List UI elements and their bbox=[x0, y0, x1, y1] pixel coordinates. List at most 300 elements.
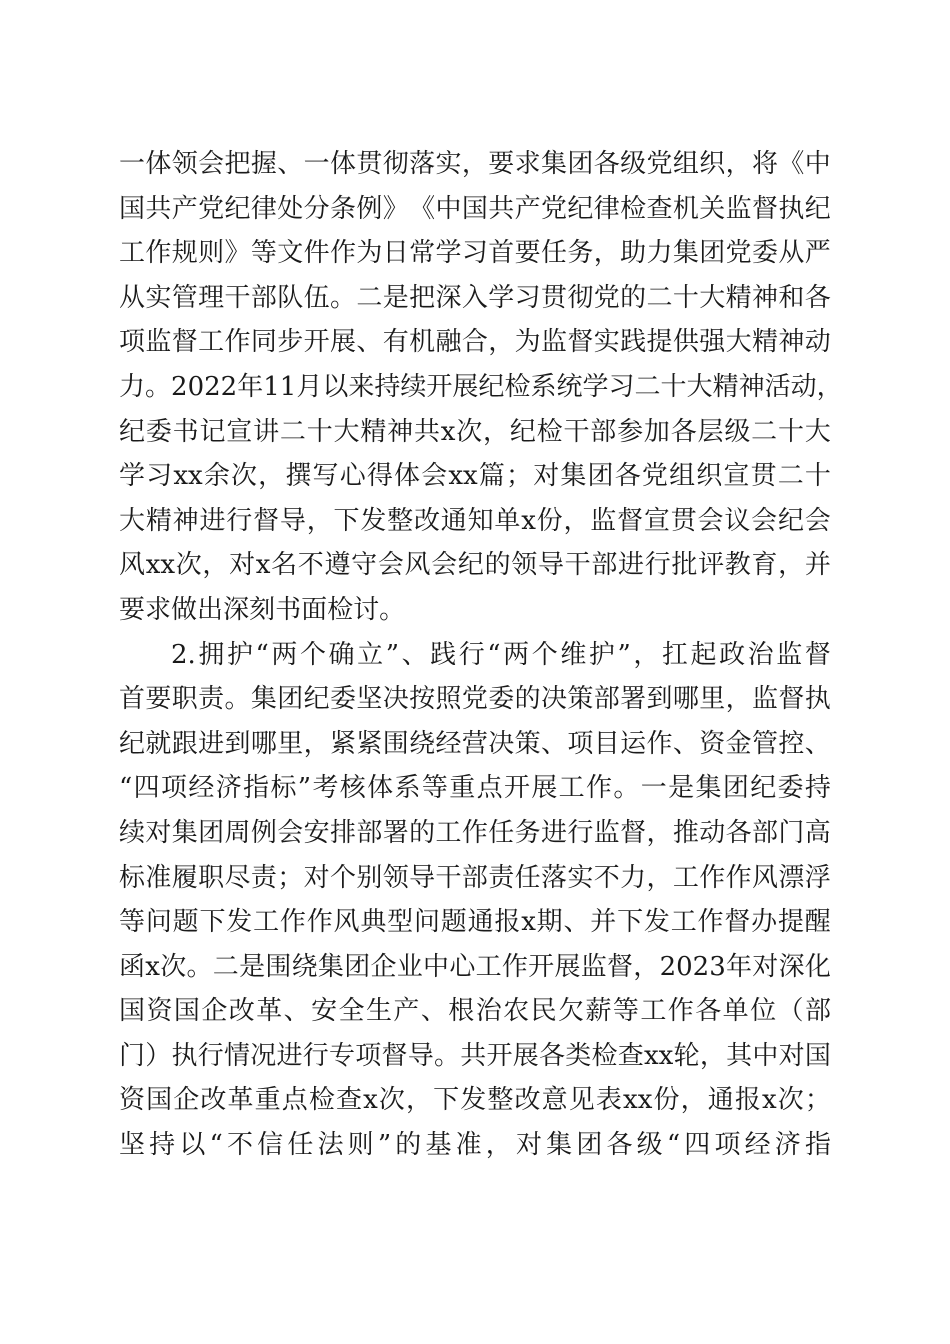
text-token: 要 bbox=[514, 238, 541, 269]
text-token: 对 bbox=[752, 951, 779, 982]
text-token: 为 bbox=[356, 238, 383, 269]
text-token: xx bbox=[173, 461, 203, 492]
text-token: 议 bbox=[724, 505, 751, 536]
text-token: 项 bbox=[119, 327, 146, 358]
text-token: 机 bbox=[672, 193, 699, 224]
text-token: 根 bbox=[448, 996, 475, 1027]
text-token: 纪 bbox=[119, 416, 146, 447]
text-token: 续 bbox=[119, 817, 146, 848]
text-token: 有 bbox=[382, 327, 409, 358]
text-token: ， bbox=[725, 684, 752, 715]
text-token: 下 bbox=[433, 1085, 460, 1116]
text-token: 报 bbox=[734, 1085, 761, 1116]
text-token: 是 bbox=[382, 282, 409, 313]
text-token: 共 bbox=[460, 1040, 487, 1071]
text-token: 督 bbox=[724, 907, 751, 938]
text-token: 通 bbox=[440, 505, 467, 536]
text-line bbox=[119, 588, 831, 633]
text-token: 二 bbox=[279, 416, 306, 447]
text-token: 决 bbox=[541, 684, 568, 715]
text-token: 十 bbox=[777, 416, 804, 447]
text-token: 干 bbox=[435, 862, 462, 893]
text-token: 绕 bbox=[409, 728, 436, 759]
text-token: 宣 bbox=[723, 461, 750, 492]
text-token: 的 bbox=[395, 1130, 422, 1161]
text-token: ， bbox=[593, 238, 620, 269]
text-token: 标 bbox=[270, 773, 297, 804]
text-token: 发 bbox=[643, 907, 670, 938]
text-token: 监 bbox=[541, 327, 568, 358]
text-token: 个 bbox=[330, 862, 357, 893]
text-token: 各 bbox=[670, 416, 697, 447]
text-token: 执 bbox=[171, 1040, 198, 1071]
text-token: ， bbox=[816, 371, 843, 402]
text-token: 集 bbox=[171, 817, 198, 848]
text-token: 集 bbox=[695, 773, 722, 804]
text-token: 下 bbox=[199, 907, 226, 938]
text-token: 是 bbox=[668, 773, 695, 804]
text-token: 会 bbox=[431, 550, 458, 581]
text-token: 年 bbox=[726, 951, 753, 982]
text-token: 资 bbox=[119, 1085, 146, 1116]
text-token: ） bbox=[145, 1040, 172, 1071]
text-token: 心 bbox=[449, 951, 476, 982]
text-token: 各 bbox=[725, 817, 752, 848]
text-token: 。 bbox=[330, 282, 357, 313]
text-token: 律 bbox=[250, 193, 277, 224]
text-token: x bbox=[145, 951, 160, 982]
text-line bbox=[119, 187, 831, 232]
text-token: 督 bbox=[617, 505, 644, 536]
text-token: 团 bbox=[567, 149, 594, 179]
text-token: 团 bbox=[277, 684, 304, 715]
text-token: 共 bbox=[145, 193, 172, 224]
text-token: 作 bbox=[725, 862, 752, 893]
text-token: 精 bbox=[712, 371, 739, 402]
text-token: 浮 bbox=[804, 862, 831, 893]
text-token: 企 bbox=[173, 1085, 200, 1116]
text-token: 项 bbox=[714, 1130, 741, 1161]
text-token: 二 bbox=[777, 461, 804, 492]
text-token: 决 bbox=[382, 684, 409, 715]
text-token: 出 bbox=[197, 594, 224, 625]
text-token: 个 bbox=[299, 639, 326, 670]
text-token: 国 bbox=[119, 996, 146, 1027]
text-token: 。 bbox=[186, 951, 213, 982]
text-token: 委 bbox=[777, 773, 804, 804]
text-token: ， bbox=[646, 862, 673, 893]
text-token: 督 bbox=[752, 193, 779, 224]
text-token: 领 bbox=[511, 550, 538, 581]
text-token: 治 bbox=[475, 996, 502, 1027]
text-token: 领 bbox=[171, 149, 198, 179]
text-token: 排 bbox=[330, 817, 357, 848]
text-token: 以 bbox=[179, 1130, 206, 1161]
text-token: 日 bbox=[382, 238, 409, 269]
text-token: 国 bbox=[804, 1040, 831, 1071]
text-token: 全 bbox=[338, 996, 365, 1027]
text-token: 开 bbox=[426, 371, 453, 402]
text-token: 门 bbox=[778, 817, 805, 848]
text-token: 二 bbox=[212, 951, 239, 982]
text-token: 是 bbox=[239, 951, 266, 982]
text-token: 下 bbox=[333, 505, 360, 536]
text-token: 彻 bbox=[382, 149, 409, 179]
text-line bbox=[119, 722, 831, 767]
text-token: 大 bbox=[699, 282, 726, 313]
text-token: 生 bbox=[365, 996, 392, 1027]
text-token: 进 bbox=[276, 1040, 303, 1071]
text-token: 部 bbox=[250, 282, 277, 313]
text-token: 推 bbox=[672, 817, 699, 848]
text-token: 安 bbox=[303, 817, 330, 848]
text-line bbox=[119, 142, 831, 187]
text-token: 作 bbox=[697, 907, 724, 938]
text-token: 十 bbox=[672, 282, 699, 313]
text-token: 力 bbox=[119, 371, 146, 402]
text-token: 次 bbox=[378, 1085, 405, 1116]
text-token: 力 bbox=[646, 238, 673, 269]
text-token: 通 bbox=[467, 907, 494, 938]
text-token: 续 bbox=[400, 371, 427, 402]
text-token: 践 bbox=[430, 639, 457, 670]
text-token: 大 bbox=[333, 416, 360, 447]
text-token: 位 bbox=[750, 996, 777, 1027]
text-token: ， bbox=[483, 416, 510, 447]
text-token: 拥 bbox=[198, 639, 225, 670]
text-token: 和 bbox=[778, 282, 805, 313]
text-token: 系 bbox=[530, 371, 557, 402]
text-token: 报 bbox=[494, 907, 521, 938]
text-token: 各 bbox=[593, 149, 620, 179]
text-token: 体 bbox=[145, 149, 172, 179]
text-token: 周 bbox=[224, 817, 251, 848]
text-token: 安 bbox=[311, 996, 338, 1027]
text-token: 干 bbox=[564, 550, 591, 581]
text-token: 大 bbox=[119, 505, 146, 536]
text-token: 纪 bbox=[303, 684, 330, 715]
text-token: 精 bbox=[145, 505, 172, 536]
text-token: 求 bbox=[514, 149, 541, 179]
text-token: 革 bbox=[256, 996, 283, 1027]
text-token: 资 bbox=[146, 996, 173, 1027]
text-token: 中 bbox=[804, 149, 831, 179]
text-token: xx bbox=[448, 461, 478, 492]
text-token: 会 bbox=[198, 149, 225, 179]
text-token: 就 bbox=[145, 728, 172, 759]
text-token: 考 bbox=[312, 773, 339, 804]
text-token: 署 bbox=[620, 684, 647, 715]
text-token: ， bbox=[485, 1130, 512, 1161]
text-token: 法 bbox=[317, 1130, 344, 1161]
text-token: xx bbox=[623, 1085, 653, 1116]
text-token: 作 bbox=[224, 327, 251, 358]
text-token: 纪 bbox=[478, 371, 505, 402]
text-token: 神 bbox=[752, 282, 779, 313]
text-token: 不 bbox=[593, 862, 620, 893]
text-token: 强 bbox=[699, 327, 726, 358]
text-token: 部 bbox=[752, 817, 779, 848]
text-token: 集 bbox=[560, 461, 587, 492]
text-token: 监 bbox=[580, 951, 607, 982]
text-line bbox=[119, 1078, 831, 1123]
text-token: 门 bbox=[119, 1040, 146, 1071]
text-token: 为 bbox=[514, 327, 541, 358]
text-line bbox=[119, 1034, 831, 1079]
text-token: ， bbox=[202, 550, 229, 581]
text-token: 准 bbox=[455, 1130, 482, 1161]
text-token: 名 bbox=[271, 550, 298, 581]
text-line bbox=[119, 811, 831, 856]
text-token: 文 bbox=[277, 238, 304, 269]
text-token: 步 bbox=[277, 327, 304, 358]
text-token: 改 bbox=[514, 1085, 541, 1116]
text-token: 四 bbox=[684, 1130, 711, 1161]
text-token: 、 bbox=[420, 996, 447, 1027]
text-token: 会 bbox=[751, 505, 778, 536]
text-token: ； bbox=[804, 1085, 831, 1116]
text-token: ， bbox=[258, 461, 285, 492]
text-line bbox=[119, 945, 831, 990]
text-token: 责 bbox=[250, 862, 277, 893]
text-line bbox=[119, 276, 831, 321]
text-token: 合 bbox=[461, 327, 488, 358]
text-token: 各 bbox=[614, 461, 641, 492]
text-token: 行 bbox=[567, 817, 594, 848]
text-token: 立 bbox=[357, 639, 384, 670]
text-token: 单 bbox=[722, 996, 749, 1027]
text-token: 精 bbox=[725, 282, 752, 313]
text-token: 二 bbox=[751, 416, 778, 447]
text-token: 的 bbox=[484, 550, 511, 581]
text-token: 单 bbox=[494, 505, 521, 536]
text-line bbox=[119, 900, 831, 945]
text-token: 典 bbox=[360, 907, 387, 938]
text-token: 纪 bbox=[777, 505, 804, 536]
text-token: 层 bbox=[697, 416, 724, 447]
text-token: 发 bbox=[460, 1085, 487, 1116]
text-token: 十 bbox=[804, 461, 831, 492]
text-token: 哪 bbox=[672, 684, 699, 715]
text-token: 伍 bbox=[303, 282, 330, 313]
text-token: 。 bbox=[434, 1040, 461, 1071]
text-token: ” bbox=[617, 639, 631, 670]
text-token: 工 bbox=[435, 817, 462, 848]
text-token: 例 bbox=[356, 193, 383, 224]
text-token: 大 bbox=[686, 371, 713, 402]
text-token: 各 bbox=[539, 1040, 566, 1071]
text-token: 体 bbox=[367, 773, 394, 804]
text-token: 风 bbox=[404, 550, 431, 581]
text-token: 次 bbox=[456, 416, 483, 447]
text-token: 务 bbox=[514, 817, 541, 848]
text-token: 力 bbox=[620, 862, 647, 893]
text-token: 风 bbox=[333, 907, 360, 938]
text-token: 大 bbox=[804, 416, 831, 447]
text-token: 同 bbox=[250, 327, 277, 358]
text-token: ， bbox=[725, 149, 752, 179]
text-token: 管 bbox=[752, 728, 779, 759]
text-token: 作 bbox=[279, 907, 306, 938]
text-token: 评 bbox=[698, 550, 725, 581]
text-token: 提 bbox=[777, 907, 804, 938]
text-token: 里 bbox=[699, 684, 726, 715]
text-token: 开 bbox=[486, 1040, 513, 1071]
text-token: ， bbox=[563, 505, 590, 536]
text-token: 规 bbox=[171, 238, 198, 269]
text-token: 开 bbox=[503, 773, 530, 804]
text-token: 记 bbox=[199, 416, 226, 447]
text-token: 体 bbox=[394, 461, 421, 492]
text-token: 织 bbox=[699, 149, 726, 179]
text-token: 作 bbox=[667, 996, 694, 1027]
text-token: 持 bbox=[804, 773, 831, 804]
text-token: 紧 bbox=[330, 728, 357, 759]
text-token: 函 bbox=[119, 951, 146, 982]
text-token: 不 bbox=[226, 1130, 253, 1161]
text-token: 并 bbox=[590, 907, 617, 938]
text-token: 作 bbox=[699, 862, 726, 893]
text-token: 题 bbox=[440, 907, 467, 938]
text-line bbox=[119, 410, 831, 455]
text-token: 落 bbox=[409, 149, 436, 179]
text-token: 团 bbox=[344, 951, 371, 982]
text-token: 并 bbox=[804, 550, 831, 581]
text-token: 漂 bbox=[778, 862, 805, 893]
text-token: 组 bbox=[672, 149, 699, 179]
text-token: 作 bbox=[461, 817, 488, 848]
text-token: 问 bbox=[145, 907, 172, 938]
text-token: 共 bbox=[488, 193, 515, 224]
text-token: 共 bbox=[413, 416, 440, 447]
text-token: 心 bbox=[339, 461, 366, 492]
text-token: 检 bbox=[536, 416, 563, 447]
text-token: 2022 bbox=[171, 371, 238, 402]
text-token: 首 bbox=[488, 238, 515, 269]
text-token: 深 bbox=[435, 282, 462, 313]
text-token: 工 bbox=[670, 907, 697, 938]
text-token: x bbox=[761, 1085, 777, 1116]
text-token: 企 bbox=[201, 996, 228, 1027]
text-token: x bbox=[521, 907, 536, 938]
text-token: 神 bbox=[738, 371, 765, 402]
text-token: 核 bbox=[339, 773, 366, 804]
text-token: 处 bbox=[277, 193, 304, 224]
text-token: 书 bbox=[172, 416, 199, 447]
text-token: 持 bbox=[149, 1130, 176, 1161]
text-token: 实 bbox=[593, 327, 620, 358]
text-token: 维 bbox=[560, 639, 587, 670]
text-line bbox=[119, 766, 831, 811]
text-token: 务 bbox=[567, 238, 594, 269]
text-token: 督 bbox=[567, 327, 594, 358]
text-token: 业 bbox=[396, 951, 423, 982]
text-token: 学 bbox=[119, 461, 146, 492]
text-token: 级 bbox=[724, 416, 751, 447]
text-token: 工 bbox=[558, 773, 585, 804]
text-token: 工 bbox=[198, 327, 225, 358]
text-token: 中 bbox=[435, 193, 462, 224]
text-token: 检 bbox=[504, 371, 531, 402]
text-token: 对 bbox=[229, 550, 256, 581]
text-token: 运 bbox=[620, 728, 647, 759]
text-token: 策 bbox=[514, 728, 541, 759]
text-token: 准 bbox=[145, 862, 172, 893]
text-token: 欠 bbox=[558, 996, 585, 1027]
text-token: 管 bbox=[171, 282, 198, 313]
text-token: 检 bbox=[591, 1040, 618, 1071]
text-token: 、 bbox=[563, 907, 590, 938]
text-token: 改 bbox=[413, 505, 440, 536]
text-token: 展 bbox=[452, 371, 479, 402]
text-token: 实 bbox=[567, 862, 594, 893]
text-token: 干 bbox=[224, 282, 251, 313]
text-token: 《 bbox=[409, 193, 436, 224]
text-token: 深 bbox=[778, 951, 805, 982]
text-token: 点 bbox=[476, 773, 503, 804]
text-token: 化 bbox=[804, 951, 831, 982]
text-token: 经 bbox=[744, 1130, 771, 1161]
text-token: 集 bbox=[541, 149, 568, 179]
text-token: ； bbox=[506, 461, 533, 492]
text-token: 作 bbox=[145, 238, 172, 269]
text-token: 的 bbox=[620, 282, 647, 313]
text-token: 贯 bbox=[541, 282, 568, 313]
text-token: 展 bbox=[531, 773, 558, 804]
text-token: 体 bbox=[330, 149, 357, 179]
text-token: 的 bbox=[409, 817, 436, 848]
text-token: 任 bbox=[488, 817, 515, 848]
text-token: 批 bbox=[671, 550, 698, 581]
text-token: 、 bbox=[541, 728, 568, 759]
text-token: 经 bbox=[188, 773, 215, 804]
text-token: 等 bbox=[119, 907, 146, 938]
text-token: 职 bbox=[198, 862, 225, 893]
text-token: 导 bbox=[409, 862, 436, 893]
text-token: 干 bbox=[563, 416, 590, 447]
text-token: 国 bbox=[173, 996, 200, 1027]
text-token: 常 bbox=[409, 238, 436, 269]
text-token: “ bbox=[255, 639, 269, 670]
text-token: 项 bbox=[567, 728, 594, 759]
text-token: 例 bbox=[250, 817, 277, 848]
text-token: 整 bbox=[487, 1085, 514, 1116]
text-token: 级 bbox=[636, 1130, 663, 1161]
text-token: 统 bbox=[556, 371, 583, 402]
text-token: 学 bbox=[488, 282, 515, 313]
text-token: 集 bbox=[546, 1130, 573, 1161]
text-token: 把 bbox=[409, 282, 436, 313]
text-token: 进 bbox=[541, 817, 568, 848]
text-token: 领 bbox=[382, 862, 409, 893]
text-token: 等 bbox=[421, 773, 448, 804]
text-token: “ bbox=[119, 773, 133, 804]
text-token: 神 bbox=[387, 416, 414, 447]
text-token: 责 bbox=[488, 862, 515, 893]
text-token: 行 bbox=[226, 505, 253, 536]
text-token: 重 bbox=[449, 773, 476, 804]
text-token: 党 bbox=[198, 193, 225, 224]
text-token: 要 bbox=[119, 594, 146, 625]
text-token: 薪 bbox=[585, 996, 612, 1027]
text-token: 起 bbox=[690, 639, 717, 670]
text-token: 任 bbox=[514, 862, 541, 893]
text-token: 类 bbox=[565, 1040, 592, 1071]
text-token: 经 bbox=[435, 728, 462, 759]
text-token: 农 bbox=[503, 996, 530, 1027]
text-token: 况 bbox=[250, 1040, 277, 1071]
text-token: 查 bbox=[646, 193, 673, 224]
